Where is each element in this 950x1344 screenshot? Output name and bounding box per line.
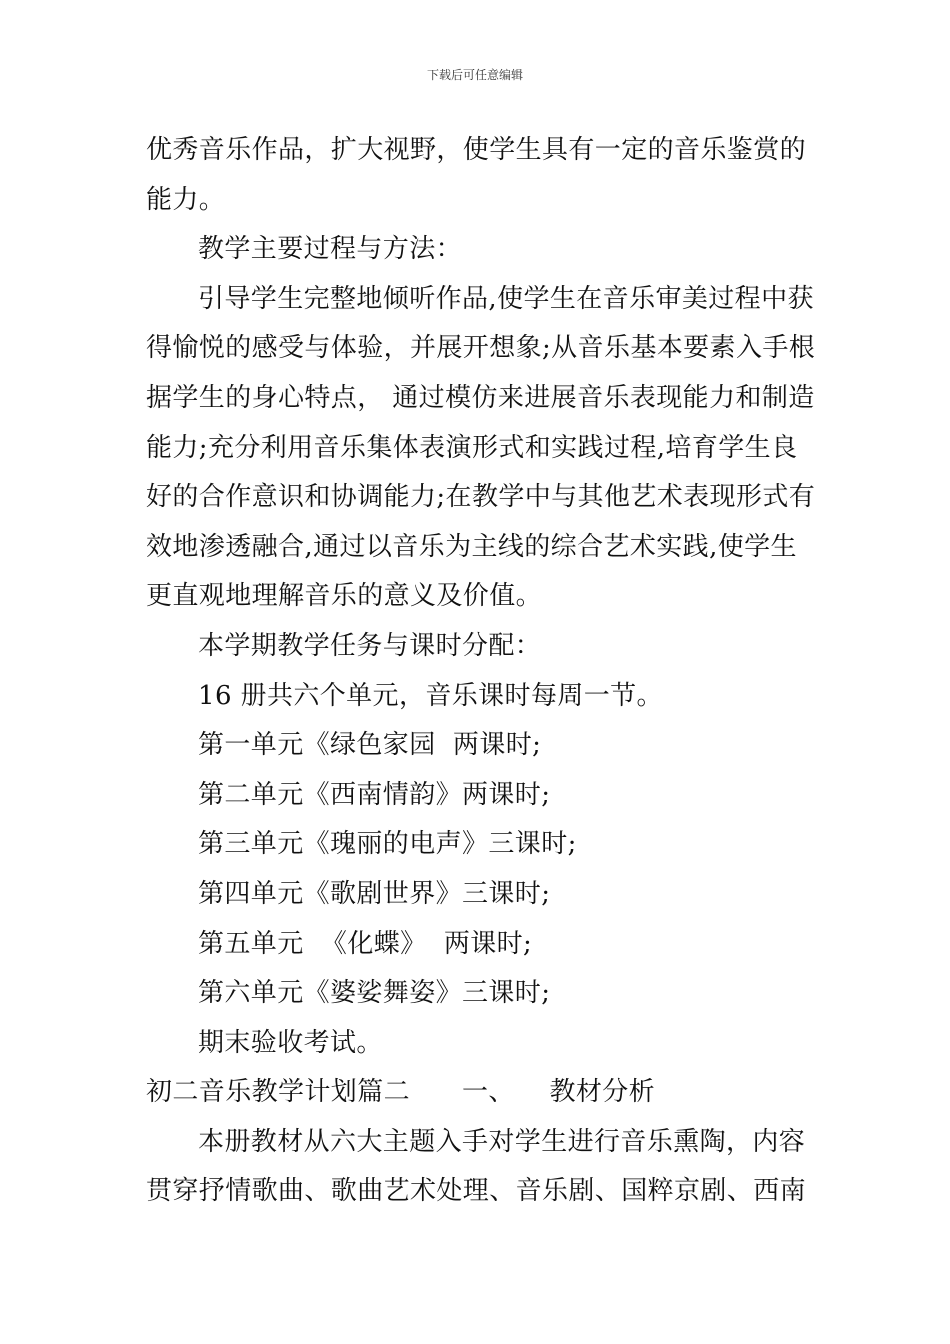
text-line: 得愉悦的感受与体验，并展开想象;从音乐基本要素入手根 [146, 333, 816, 364]
unit-item: 第二单元《西南情韵》两课时; [198, 779, 551, 810]
text-line: 贯穿抒情歌曲、歌曲艺术处理、音乐剧、国粹京剧、西南 [146, 1176, 807, 1207]
section-heading-plan-two: 初二音乐教学计划篇二 一、 教材分析 [146, 1077, 656, 1108]
text-line: 能力。 [146, 184, 226, 215]
text-line: 16 册共六个单元，音乐课时每周一节。 [198, 680, 663, 711]
text-line: 更直观地理解音乐的意义及价值。 [146, 581, 543, 612]
unit-item: 第三单元《瑰丽的电声》三课时; [198, 829, 577, 860]
unit-item: 第五单元 《化蝶》 两课时; [198, 928, 533, 959]
text-line: 效地渗透融合,通过以音乐为主线的综合艺术实践,使学生 [146, 531, 797, 562]
section-heading-task-allocation: 本学期教学任务与课时分配： [198, 630, 542, 661]
unit-item: 第四单元《歌剧世界》三课时; [198, 878, 551, 909]
text-line: 本册教材从六大主题入手对学生进行音乐熏陶，内容 [198, 1126, 806, 1157]
text-line: 据学生的身心特点， 通过模仿来进展音乐表现能力和制造 [146, 382, 815, 413]
text-line: 好的合作意识和协调能力;在教学中与其他艺术表现形式有 [146, 482, 816, 513]
unit-item: 第一单元《绿色家园 两课时; [198, 730, 542, 761]
text-line: 引导学生完整地倾听作品,使学生在音乐审美过程中获 [198, 283, 814, 314]
document-body [146, 126, 816, 1217]
unit-item: 第六单元《婆娑舞姿》三课时; [198, 978, 551, 1009]
page-header-note: 下载后可任意编辑 [426, 68, 523, 82]
text-line: 能力;充分利用音乐集体表演形式和实践过程,培育学生良 [146, 432, 798, 463]
section-heading-teaching-methods: 教学主要过程与方法： [198, 234, 463, 265]
text-line: 优秀音乐作品，扩大视野，使学生具有一定的音乐鉴赏的 [146, 135, 807, 165]
text-line: 期末验收考试。 [198, 1027, 383, 1058]
